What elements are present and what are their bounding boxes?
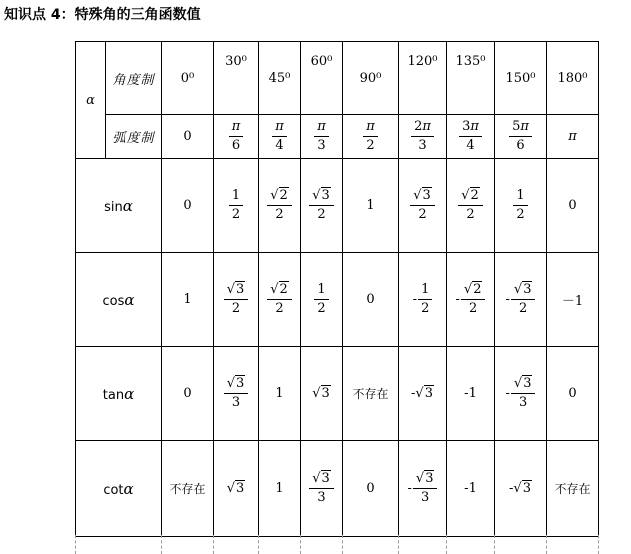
denominator: 3: [317, 138, 326, 153]
alpha-symbol: α: [124, 290, 135, 309]
radical: √3: [226, 281, 245, 297]
cos-value-cell: [447, 253, 495, 347]
sin-label: [76, 159, 162, 253]
sin-value-cell: [162, 159, 214, 253]
denominator: 2: [519, 301, 528, 316]
value-text: －1: [561, 294, 584, 309]
numerator: 1: [229, 189, 243, 206]
denominator: 2: [317, 207, 326, 222]
numerator: [413, 472, 438, 489]
radical: √2: [463, 281, 482, 297]
numerator: [267, 283, 292, 300]
fraction: [314, 283, 328, 317]
radical: √3: [513, 481, 531, 496]
denominator: 2: [231, 301, 241, 316]
numerator: [309, 472, 334, 489]
dashed-guide: [342, 535, 343, 554]
fraction: [224, 283, 249, 317]
function-name: sin: [104, 199, 123, 215]
value-text: 1: [275, 386, 284, 401]
radical: √3: [312, 386, 330, 401]
degree-cell: [547, 42, 599, 115]
degree-value: 135⁰: [455, 54, 486, 69]
radical: √2: [461, 187, 479, 203]
cos-value-cell: [495, 253, 547, 347]
numerator: [461, 283, 486, 300]
special-angles-table: [75, 41, 599, 537]
fraction: [272, 120, 287, 154]
dashed-guide: [300, 535, 301, 554]
dashed-guide: [161, 535, 162, 554]
numerator: 1: [513, 189, 527, 206]
numerator: 3π: [459, 120, 482, 137]
fraction: [509, 120, 532, 154]
function-name: cot: [103, 482, 124, 498]
denominator: 3: [317, 490, 326, 505]
cos-value-cell: [547, 253, 599, 347]
sin-value-cell: [447, 159, 495, 253]
fraction: [267, 283, 292, 317]
tan-value-cell: [214, 347, 259, 441]
fraction: [309, 189, 334, 223]
dashed-guide: [75, 535, 76, 554]
degree-value: 120⁰: [407, 54, 438, 69]
numerator: [224, 283, 249, 300]
radian-cell: [214, 115, 259, 159]
fraction: [411, 120, 434, 154]
numerator: π: [314, 120, 329, 137]
degree-value: 150⁰: [505, 70, 536, 86]
degree-cell: [162, 42, 214, 115]
alpha-symbol: α: [124, 384, 135, 403]
radical: √3: [226, 481, 245, 496]
radical: √3: [415, 386, 433, 401]
value-text: π: [568, 129, 577, 144]
cos-value-cell: [399, 253, 447, 347]
numerator: 2π: [411, 120, 434, 137]
fraction: [413, 472, 438, 506]
cot-value-cell: [399, 441, 447, 537]
value-text: -√3: [411, 386, 433, 401]
alpha-header: α: [76, 42, 106, 159]
denominator: 2: [366, 138, 375, 153]
degree-value: 30⁰: [225, 54, 247, 69]
degree-cell: [301, 42, 343, 115]
degree-value: 60⁰: [310, 54, 333, 69]
value-text: -1: [464, 481, 477, 496]
dashed-guide: [446, 535, 447, 554]
value-text: [227, 481, 246, 496]
fraction: [458, 189, 483, 223]
fraction: [459, 120, 482, 154]
value-text: 0: [366, 292, 375, 307]
fraction: [314, 120, 329, 154]
denominator: 2: [469, 301, 478, 316]
denominator: 3: [421, 490, 430, 505]
tan-value-cell: [301, 347, 343, 441]
radian-row: [76, 115, 599, 159]
degree-value: 180⁰: [557, 70, 588, 86]
denominator: 4: [275, 138, 284, 153]
denominator: 2: [466, 207, 475, 222]
radical: √3: [312, 470, 330, 486]
tan-value-cell: [259, 347, 301, 441]
sin-value-cell: [343, 159, 399, 253]
cot-value-cell: [162, 441, 214, 537]
radian-system-label: 弧度制: [106, 115, 162, 159]
radical: √3: [312, 187, 330, 203]
sin-row: [76, 159, 599, 253]
degree-cell: [214, 42, 259, 115]
cos-value-cell: [162, 253, 214, 347]
radian-cell: [259, 115, 301, 159]
tan-value-cell: [343, 347, 399, 441]
numerator: π: [229, 120, 244, 137]
radian-cell: [547, 115, 599, 159]
not-exist-text: 不存在: [554, 482, 591, 496]
cos-value-cell: [301, 253, 343, 347]
fraction: [224, 377, 249, 411]
minus-sign: -: [412, 292, 418, 307]
denominator: 2: [231, 207, 241, 222]
radian-cell: [399, 115, 447, 159]
sin-value-cell: [214, 159, 259, 253]
tan-value-cell: [399, 347, 447, 441]
section-heading: 知识点 4：特殊角的三角函数值: [4, 7, 201, 23]
function-name: tan: [102, 387, 125, 403]
fraction: [309, 472, 334, 506]
radian-cell: [495, 115, 547, 159]
denominator: 2: [275, 207, 284, 222]
numerator: 1: [314, 283, 328, 300]
degree-cell: [399, 42, 447, 115]
minus-sign: -: [505, 292, 510, 307]
radian-cell: [301, 115, 343, 159]
radian-cell: [162, 115, 214, 159]
fraction: [511, 283, 536, 317]
cot-row: [76, 441, 599, 537]
value-text: 0: [183, 198, 192, 213]
numerator: 5π: [509, 120, 532, 137]
angle-system-label: 角度制: [106, 42, 162, 115]
dashed-guide: [598, 535, 599, 554]
value-text: 1: [275, 481, 284, 496]
denominator: 6: [516, 138, 525, 153]
degree-cell: [495, 42, 547, 115]
value-text: 0: [183, 129, 192, 144]
tan-label: [76, 347, 162, 441]
denominator: 2: [418, 207, 427, 222]
sin-value-cell: [495, 159, 547, 253]
value-text: 0: [568, 198, 577, 213]
cos-value-cell: [343, 253, 399, 347]
minus-sign: -: [455, 292, 460, 307]
denominator: 3: [231, 395, 241, 410]
radical: √2: [270, 187, 288, 203]
numerator: π: [363, 120, 378, 137]
degree-cell: [259, 42, 301, 115]
sin-value-cell: [399, 159, 447, 253]
dashed-guide: [258, 535, 259, 554]
fraction: [267, 189, 292, 223]
radical: √3: [413, 187, 431, 203]
cot-value-cell: [495, 441, 547, 537]
numerator: [309, 189, 334, 206]
alpha-symbol: α: [123, 479, 134, 498]
numerator: [458, 189, 483, 206]
cot-value-cell: [301, 441, 343, 537]
minus-sign: -: [505, 386, 510, 401]
radical: √3: [226, 375, 245, 391]
dashed-guide: [546, 535, 547, 554]
numerator: [267, 189, 292, 206]
tan-row: [76, 347, 599, 441]
tan-value-cell: [547, 347, 599, 441]
cos-label: [76, 253, 162, 347]
denominator: 3: [519, 395, 528, 410]
value-text: 1: [183, 292, 192, 307]
denominator: 3: [418, 138, 427, 153]
fraction: [229, 120, 244, 154]
fraction: [461, 283, 486, 317]
cot-value-cell: [214, 441, 259, 537]
denominator: 2: [275, 301, 284, 316]
numerator: [511, 283, 536, 300]
tan-value-cell: [447, 347, 495, 441]
radian-cell: [343, 115, 399, 159]
cot-value-cell: [343, 441, 399, 537]
dashed-guide: [494, 535, 495, 554]
denominator: 2: [317, 301, 326, 316]
value-text: -1: [464, 386, 477, 401]
degree-row: [76, 42, 599, 115]
degree-value: 45⁰: [268, 70, 291, 86]
value-text: 0: [568, 386, 577, 401]
denominator: 6: [231, 138, 241, 153]
sin-value-cell: [547, 159, 599, 253]
degree-value: 90⁰: [359, 70, 382, 86]
numerator: [410, 189, 435, 206]
fraction: [229, 189, 243, 223]
dashed-guide: [398, 535, 399, 554]
radical: √3: [513, 375, 532, 391]
sin-value-cell: [301, 159, 343, 253]
function-name: cos: [102, 293, 125, 309]
value-text: [312, 386, 331, 401]
fraction: [418, 283, 432, 317]
value-text: 0: [366, 481, 375, 496]
value-text: 1: [366, 198, 375, 213]
fraction: [410, 189, 435, 223]
numerator: [511, 377, 536, 394]
cot-label: [76, 441, 162, 537]
cos-value-cell: [259, 253, 301, 347]
not-exist-text: 不存在: [169, 482, 206, 496]
radical: √3: [513, 281, 532, 297]
sin-value-cell: [259, 159, 301, 253]
alpha-symbol: α: [122, 196, 133, 215]
cos-value-cell: [214, 253, 259, 347]
minus-sign: -: [407, 481, 412, 496]
denominator: 2: [516, 207, 525, 222]
cot-value-cell: [547, 441, 599, 537]
numerator: [224, 377, 249, 394]
denominator: 4: [466, 138, 475, 153]
dashed-guide: [213, 535, 214, 554]
denominator: 2: [421, 301, 430, 316]
cos-row: [76, 253, 599, 347]
value-text: 0: [183, 386, 192, 401]
value-text: -√3: [509, 481, 531, 496]
fraction: [511, 377, 536, 411]
tan-value-cell: [495, 347, 547, 441]
degree-cell: [447, 42, 495, 115]
degree-value: 0⁰: [180, 70, 195, 86]
radical: √3: [415, 470, 434, 486]
numerator: π: [272, 120, 287, 137]
cot-value-cell: [447, 441, 495, 537]
numerator: 1: [418, 283, 432, 300]
degree-cell: [343, 42, 399, 115]
tan-value-cell: [162, 347, 214, 441]
fraction: [513, 189, 527, 223]
cot-value-cell: [259, 441, 301, 537]
radical: √2: [270, 281, 288, 297]
not-exist-text: 不存在: [352, 387, 389, 401]
fraction: [363, 120, 378, 154]
radian-cell: [447, 115, 495, 159]
